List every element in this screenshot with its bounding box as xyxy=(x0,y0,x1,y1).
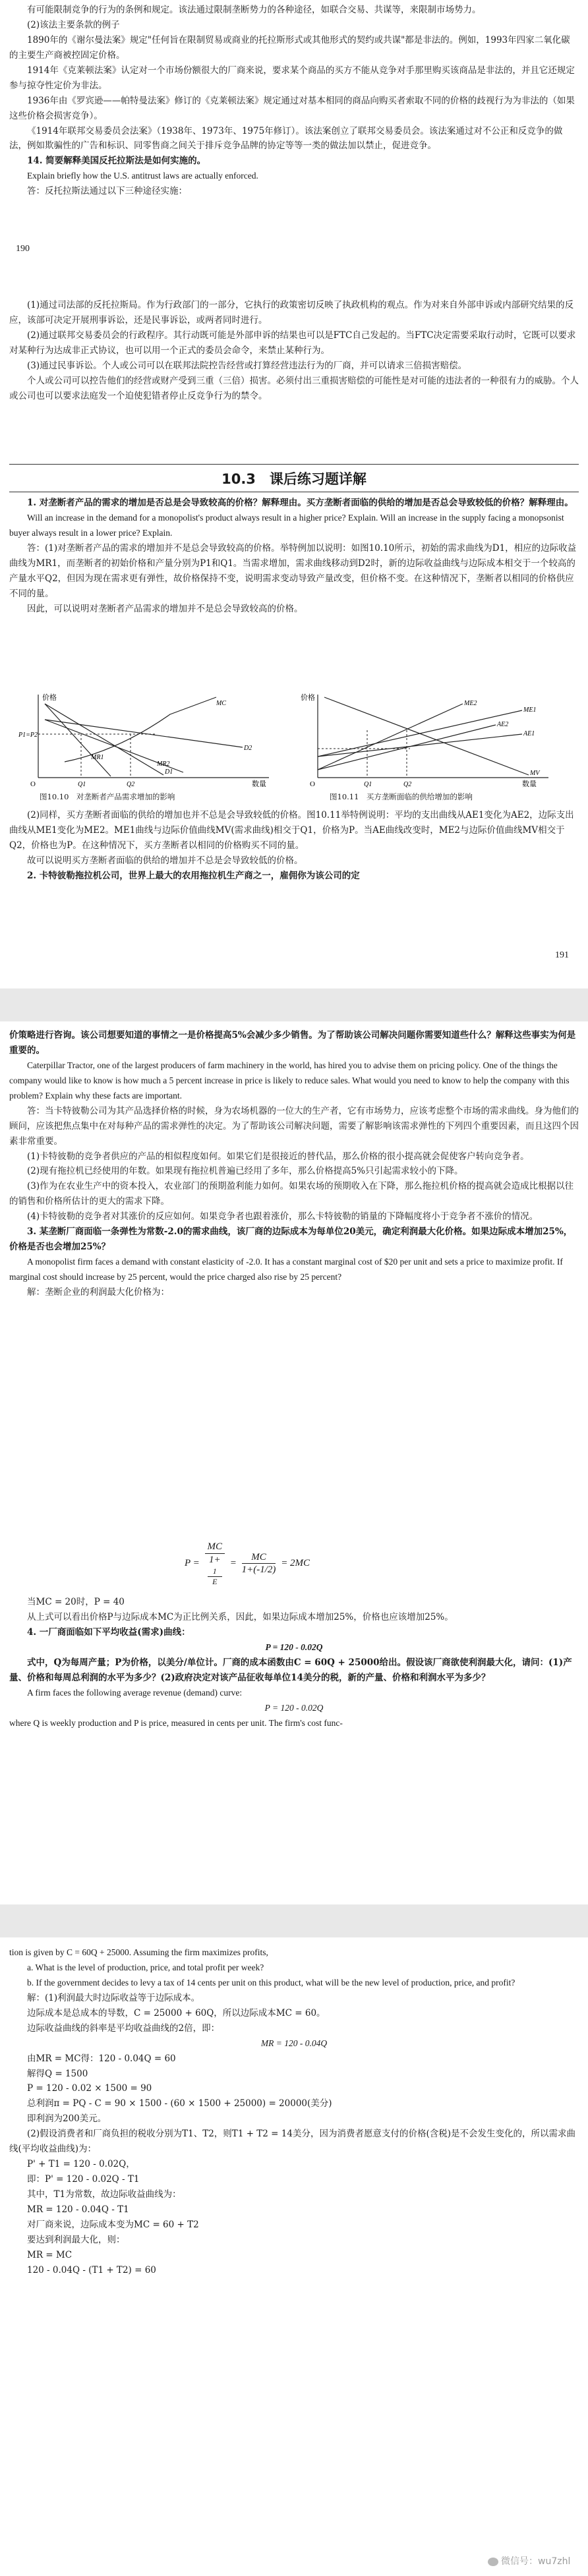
label-mr2: MR2 xyxy=(157,760,170,768)
question-2-title: 2. 卡特彼勒拖拉机公司，世界上最大的农用拖拉机生产商之一，雇佣你为该公司的定 xyxy=(27,870,360,881)
solution-line: 解：(1)利润最大时边际收益等于边际成本。 xyxy=(27,1992,200,2003)
list-item: (1)通过司法部的反托拉斯局。作为行政部门的一部分，它执行的政策密切反映了执政机构的观点。作为对来自外部申诉或内部研究结果的反应，该部可决定开展刑事诉讼，还是民事诉讼，或两者同时进行。 xyxy=(9,300,574,326)
solution-line: P' + T1 = 120 - 0.02Q， xyxy=(27,2159,135,2170)
figure-10-11-caption: 图10.11 买方垄断面临的供给增加的影响 xyxy=(330,792,473,801)
solution-line: 要达到利润最大化，则： xyxy=(27,2234,125,2245)
origin-label: O xyxy=(310,780,315,788)
intro-text xyxy=(9,3,579,199)
label-p: P1=P2 xyxy=(18,731,38,739)
label-mc: MC xyxy=(216,700,226,707)
paragraph: 1936年由《罗宾逊——帕特曼法案》修订的《克莱顿法案》规定通过对基本相同的商品向购买者索取不同的价格的歧视行为为非法的（如果这些价格会损害竞争）。 xyxy=(9,95,575,121)
solution-line: 由MR = MC得：120 - 0.04Q = 60 xyxy=(27,2053,176,2064)
question-1-part-2 xyxy=(9,808,579,884)
document-page-2 xyxy=(0,1021,588,1904)
denominator: 1+(-1/2) xyxy=(241,1564,276,1576)
question-4-part-b: b. If the government decides to levy a tax of 14 cents per unit on this product, what will be the new level of production, price, and profit? xyxy=(27,1977,515,1988)
inner-den: E xyxy=(212,1576,218,1586)
solution-line: (2)假设消费者和厂商负担的税收分别为T1、T2，则T1 + T2 = 14美分，因为消费者愿意支付的价格(含税)是不会发生变化的，所以需求曲线(平均收益曲线)为： xyxy=(9,2129,575,2155)
axis-label-quantity: 数量 xyxy=(252,780,266,788)
formula-result: = 2MC xyxy=(281,1558,310,1569)
question-3-conclusion: 从上式可以看出价格P与边际成本MC为正比例关系，因此，如果边际成本增加25%，价格也应该增加25%。 xyxy=(27,1611,454,1622)
document-page-3 xyxy=(0,1937,588,2576)
solution-line: 其中，T1为常数，故边际收益曲线为： xyxy=(27,2189,181,2200)
label-q1: Q1 xyxy=(364,781,372,788)
page-gap xyxy=(0,1904,588,1937)
label-me1: ME1 xyxy=(523,706,537,714)
question-4-english: tion is given by C = 60Q + 25000. Assuming the firm maximizes profits, xyxy=(9,1947,268,1957)
axis-label-quantity: 数量 xyxy=(522,780,537,788)
label-me2: ME2 xyxy=(464,700,477,707)
question-1 xyxy=(9,496,579,617)
mv-curve xyxy=(324,697,529,775)
question-3-english: A monopolist firm faces a demand with constant elasticity of -2.0. It has a constant marginal cost of $20 per unit and sets a price to maximize profit. If marginal cost should increase by 25 percent, would the price charged also rise by 25 percent? xyxy=(9,1257,563,1282)
question-3-title: 3. 某垄断厂商面临一条弹性为常数-2.0的需求曲线，该厂商的边际成本为每单位20美元，确定利润最大化价格。如果边际成本增加25%，价格是否也会增加25%？ xyxy=(9,1226,573,1253)
question-4-part-a: a. What is the level of production, price, and total profit per week? xyxy=(27,1962,264,1972)
list-item: (2)通过联邦交易委员会的行政程序。其行动既可能是外部申诉的结果也可以是FTC自己发起的。当FTC决定需要采取行动时，它既可以要求对某种行为达成非正式协议，也可以用一个正式的委员会命令，来禁止某种行为。 xyxy=(9,329,576,356)
question-3-answer: 解：垄断企业的利润最大化价格为： xyxy=(27,1286,169,1298)
watermark-text: 微信号：wu7zhl xyxy=(501,2556,571,2567)
question-14-english: Explain briefly how the U.S. antitrust laws are actually enforced. xyxy=(27,171,258,181)
question-14-title: 14. 简要解释美国反托拉斯法是如何实施的。 xyxy=(27,156,206,167)
label-ae1: AE1 xyxy=(523,730,535,737)
den-prefix: 1+ xyxy=(208,1554,221,1565)
demand-curve-d1 xyxy=(45,704,163,775)
section-divider xyxy=(9,464,579,465)
page-number: 190 xyxy=(16,244,30,254)
solution-line: P = 120 - 0.02 × 1500 = 90 xyxy=(27,2083,152,2094)
question-4-equation: P = 120 - 0.02Q xyxy=(265,1642,323,1652)
paragraph: (2)该法主要条款的例子 xyxy=(27,19,120,30)
formula-p: P xyxy=(185,1558,191,1569)
label-mv: MV xyxy=(530,770,540,777)
wechat-icon xyxy=(488,2558,498,2566)
question-2-answer: 答：当卡特彼勒公司为其产品选择价格的时候，身为农场机器的一位大的生产者，它有市场势力，应该考虑整个市场的需求曲线。身为他们的顾问，应该把焦点集中在对每种产品的需求弹性的决定。为了帮助该公司解决问题，需要了解影响该需求弹性的下列四个重要因素，而且这四个因素非常重要。 xyxy=(9,1105,579,1147)
demand-curve-d2 xyxy=(45,720,243,747)
question-2-continued: 价策略进行咨询。该公司想要知道的事情之一是价格提高5%会减少多少销售。为了帮助该公司解决问题你需要知道些什么？解释这些事实为何是重要的。 xyxy=(9,1030,576,1056)
question-2-english: Caterpillar Tractor, one of the largest producers of farm machinery in the world, has hired you to advise them on pricing policy. One of the things the company would like to know is how much a 5 percent increase in price is likely to reduce sales. What would you need to know to help the company with this problem? Explain why these facts are important. xyxy=(9,1060,570,1101)
document-page-1 xyxy=(0,0,588,817)
formula-eq: = xyxy=(229,1558,237,1569)
solution-line: MR = MC xyxy=(27,2249,73,2260)
list-item: (2)现有拖拉机已经使用的年数。如果现有拖拉机普遍已经用了多年，那么价格提高5%只引起需求较小的下降。 xyxy=(27,1166,463,1177)
question-1-answer: 故可以说明买方垄断者面临的供给的增加并不总是会导致较低的价格。 xyxy=(27,855,303,866)
question-1-answer: 因此，可以说明对垄断者产品需求的增加并不是总会导致较高的价格。 xyxy=(27,603,303,614)
solution-line: 总利润π = PQ - C = 90 × 1500 - (60 × 1500 + 25000) = 20000(美分) xyxy=(27,2098,332,2109)
solution-line: 边际收益曲线的斜率是平均收益曲线的2倍，即： xyxy=(27,2022,220,2034)
label-d2: D2 xyxy=(244,745,252,752)
ae1-curve xyxy=(318,734,522,757)
list-item: (3)通过民事诉讼。个人或公司可以在联邦法院控告经营或打算经营违法行为的厂商，并可以请求三倍损害赔偿。 xyxy=(27,360,467,371)
fraction xyxy=(242,1551,276,1577)
paragraph: 1890年的《谢尔曼法案》规定"任何旨在限制贸易或商业的托拉斯形式或其他形式的契约或共谋"都是非法的。例如，1993年四家二氧化碳的主要生产商被控固定价格。 xyxy=(9,34,570,61)
question-4-title: 4. 一厂商面临如下平均收益(需求)曲线： xyxy=(27,1626,191,1638)
label-mr1: MR1 xyxy=(91,754,104,761)
fraction xyxy=(205,1541,225,1587)
question-1-title: 1. 对垄断者产品的需求的增加是否总是会导致较高的价格？解释理由。买方垄断者面临的供给的增加是否总会导致较低的价格？解释理由。 xyxy=(27,498,573,508)
list-item: (1)卡特彼勒的竞争者供应的产品的相似程度如何。如果它们是很接近的替代品，那么价格的很小提高就会促使客户转向竞争者。 xyxy=(27,1151,529,1162)
section-title: 10.3 课后练习题详解 xyxy=(221,471,367,487)
solution-line: 对厂商来说，边际成本变为MC = 60 + T2 xyxy=(27,2219,199,2230)
origin-label: O xyxy=(30,780,36,788)
wechat-watermark xyxy=(488,2554,570,2570)
page-number: 191 xyxy=(555,950,569,960)
solution-line: MR = 120 - 0.04Q - T1 xyxy=(27,2204,129,2215)
figure-10-10-caption: 图10.10 对垄断者产品需求增加的影响 xyxy=(40,792,175,801)
axis-label-price: 价格 xyxy=(301,693,315,702)
axis-label-price: 价格 xyxy=(42,693,57,702)
list-item: 个人或公司可以控告他们的经营或财产受到三重（三倍）损害。必须付出三重损害赔偿的可能性是对可能的违法者的一种很有力的威胁。个人或公司也可以要求法庭发一个迫使犯错者停止反竞争行为的禁令。 xyxy=(9,375,579,401)
question-1-answer: 答：(1)对垄断者产品的需求的增加并不是总会导致较高的价格。举特例加以说明：如图10.10所示，初始的需求曲线为D1，相应的边际收益曲线为MR1，而垄断者的初始价格和产量分别为P1和Q1。当需求增加，需求曲线移动到D2时，新的边际收益曲线与边际成本相交于一个较高的产量水平Q2，但因为现在需求更有弹性，故价格保持不变，说明需求变动导致产量改变，但价格不变。在这种情况下，垄断者以相同的价格供应不同的量。 xyxy=(9,542,577,599)
figure-10-11 xyxy=(298,691,575,788)
paragraph: 《1914年联邦交易委员会法案》（1938年、1973年、1975年修订）。该法案创立了联邦交易委员会。该法案通过对不公正和反竞争的做法，例如欺骗性的广告和标识、同零售商之间关于排斥竞争品牌的协定等等一类的做法加以禁止，促进竞争。 xyxy=(9,125,563,152)
solution-line: 即利润为200美元。 xyxy=(27,2113,107,2125)
question-4-text: 式中，Q为每周产量；P为价格，以美分/单位计。厂商的成本函数由C = 60Q + 25000给出。假设该厂商欲使利润最大化，请问：(1)产量、价格和每周总利润的水平为多少？(2)政府决定对该产品征收每单位14美分的税，新的产量、价格和利润水平为多少？ xyxy=(9,1657,572,1683)
denominator xyxy=(205,1554,225,1587)
solution-line: 边际成本是总成本的导数，C = 25000 + 60Q，所以边际成本MC = 60。 xyxy=(27,2007,326,2018)
numerator: MC xyxy=(242,1551,276,1564)
question-4-english: A firm faces the following average revenue (demand) curve: xyxy=(27,1687,243,1698)
paragraph: 1914年《克莱顿法案》认定对一个市场份额很大的厂商来说，要求某个商品的买方不能从竞争对手那里购买该商品是非法的，并且它还规定参与掠夺性定价为非法。 xyxy=(9,65,575,91)
me2-curve xyxy=(318,704,463,770)
question-4-continued xyxy=(9,1945,579,2278)
solution-line: 120 - 0.04Q - (T1 + T2) = 60 xyxy=(27,2264,156,2275)
list-item: (3)作为在农业生产中的资本投入，农业部门的预期盈利能力如何。如果农场的预期收入在下降，那么拖拉机价格的提高就会造成比根据以往的销售和价格所估计的更大的需求下降。 xyxy=(9,1181,574,1207)
profit-max-formula xyxy=(185,1541,310,1587)
inner-fraction xyxy=(208,1566,223,1587)
question-3-and-4 xyxy=(9,1595,579,1731)
paragraph: 有可能限制竞争的行为的条例和规定。该法通过限制垄断势力的各种途径，如联合交易、共谋等，来限制市场势力。 xyxy=(27,5,481,15)
mr1-curve xyxy=(45,704,111,776)
document-page-1b xyxy=(0,808,588,999)
answer-list xyxy=(9,298,579,404)
solution-line: 即：P' = 120 - 0.02Q - T1 xyxy=(27,2174,140,2185)
inner-num: 1 xyxy=(208,1566,223,1577)
solution-equation: MR = 120 - 0.04Q xyxy=(260,2038,328,2048)
label-d1: D1 xyxy=(165,768,173,776)
question-1-english: Will an increase in the demand for a monopolist's product always result in a higher price? Explain. Will an increase in the supply facing a monopsonist buyer always result in a lower price? Explain. xyxy=(9,512,564,538)
page-gap xyxy=(0,988,588,1021)
numerator: MC xyxy=(205,1541,225,1554)
question-2 xyxy=(9,1028,579,1300)
question-14-answer: 答：反托拉斯法通过以下三种途径实施： xyxy=(27,186,187,197)
formula-eq: = xyxy=(192,1558,200,1569)
question-4-english-equation: P = 120 - 0.02Q xyxy=(264,1702,324,1713)
question-1-answer: (2)同样，买方垄断者面临的供给的增加也并不总是会导致较低的价格。图10.11举特例说明：平均的支出曲线从AE1变化为AE2，边际支出曲线从ME1变化为ME2。ME1曲线与边际价值曲线MV(需求曲线)相交于Q1，价格为P。当AE曲线改变时，ME2与边际价值曲线MV相交于Q2，价格也为P。在这种情况下，买方垄断者以相同的价格购买不同的量。 xyxy=(9,810,574,851)
solution-line: 解得Q = 1500 xyxy=(27,2068,88,2079)
label-q1: Q1 xyxy=(78,781,86,788)
list-item: (4)卡特彼勒的竞争者对其涨价的反应如何。如果竞争者也跟着涨价，那么卡特彼勒的销量的下降幅度将小于竞争者不涨价的情况。 xyxy=(27,1211,539,1222)
formula-line: 当MC = 20时，P = 40 xyxy=(27,1597,125,1607)
label-ae2: AE2 xyxy=(497,721,509,728)
question-4-english: where Q is weekly production and P is price, measured in cents per unit. The firm's cost func- xyxy=(9,1717,343,1728)
figure-10-10 xyxy=(18,691,289,788)
label-q2: Q2 xyxy=(403,781,412,788)
label-q2: Q2 xyxy=(127,781,135,788)
